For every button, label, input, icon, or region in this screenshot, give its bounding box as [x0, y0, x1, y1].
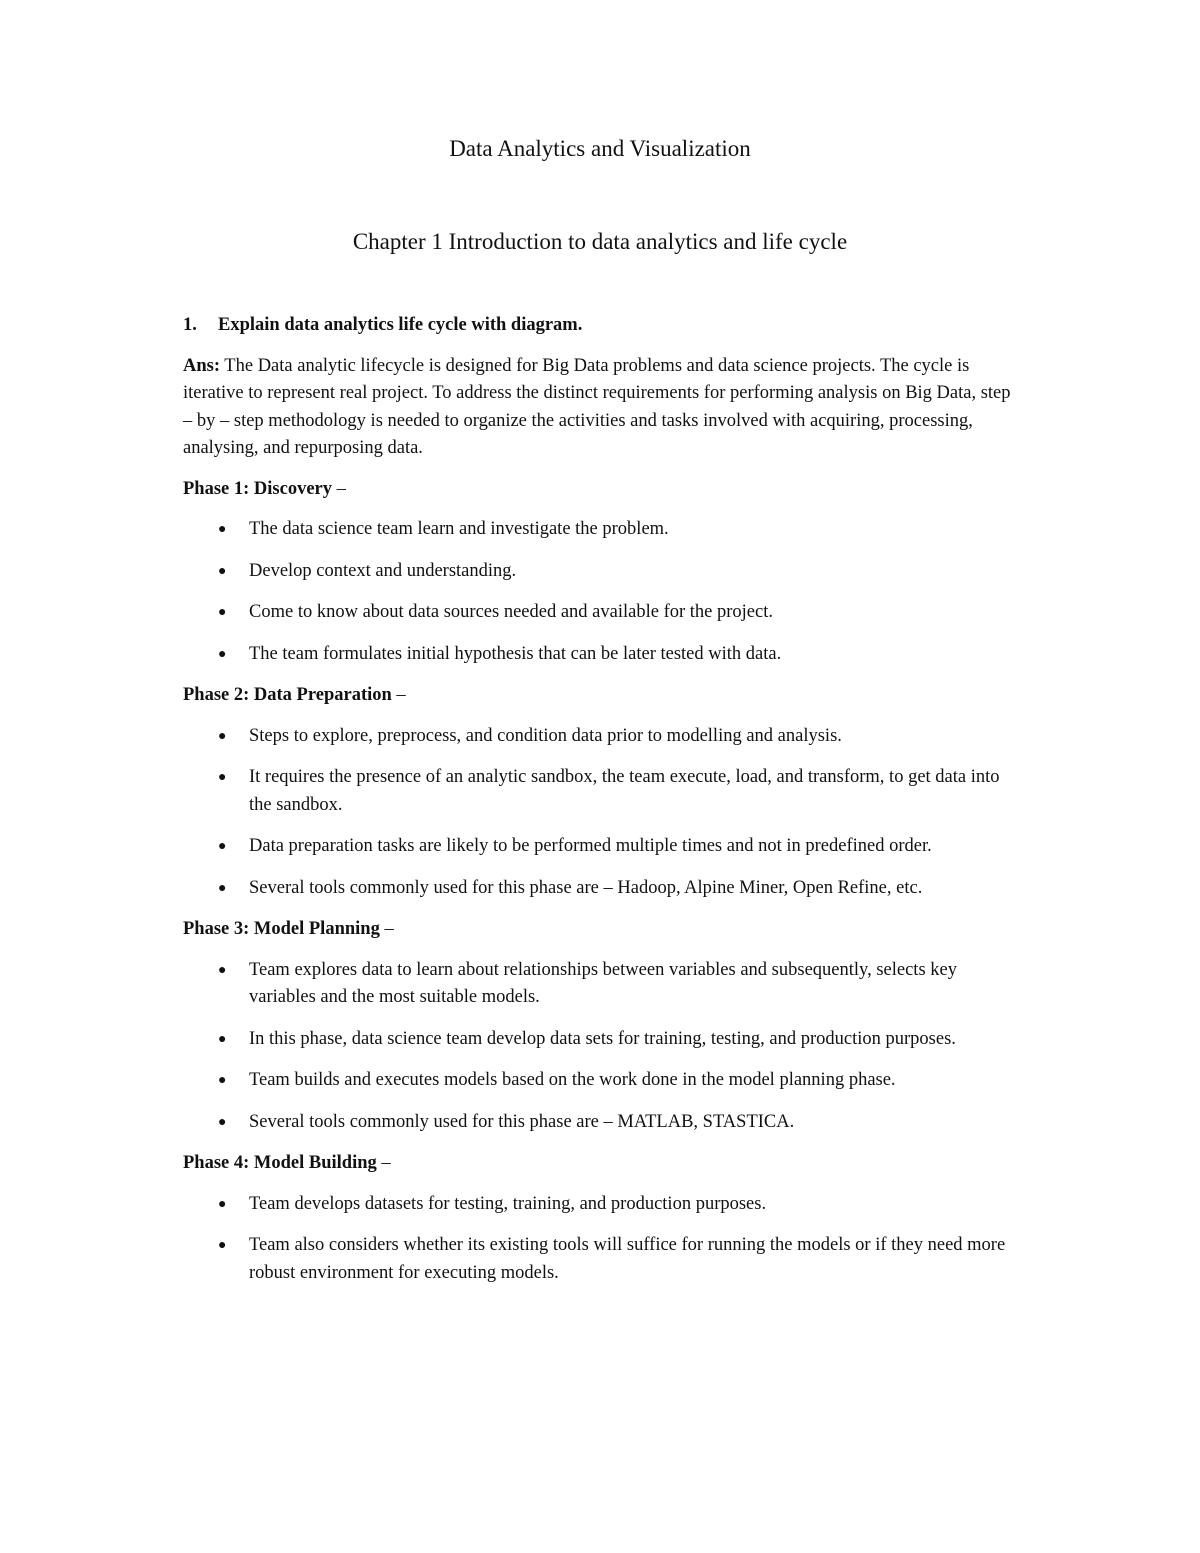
list-item-text: In this phase, data science team develop data sets for training, testing, and production purposes.: [249, 1028, 956, 1049]
bullet-icon: ●: [218, 646, 227, 662]
bullet-icon: ●: [218, 1073, 227, 1088]
list-item: [183, 641, 1023, 669]
list-item-text: Steps to explore, preprocess, and condition data prior to modelling and analysis.: [249, 725, 842, 746]
bullet-list: [183, 957, 1023, 1137]
list-item-text: Team also considers whether its existing tools will suffice for running the models or if they need more robust environment for executing models.: [249, 1235, 1006, 1283]
phase-heading: [183, 476, 1023, 504]
phase-heading: [183, 682, 1023, 710]
phase-dash: –: [379, 919, 394, 939]
bullet-list: [183, 723, 1023, 903]
list-item-text: Team builds and executes models based on the work done in the model planning phase.: [249, 1070, 896, 1090]
phase-dash: –: [332, 478, 346, 499]
bullet-icon: ●: [218, 962, 227, 978]
document-title: Data Analytics and Visualization: [449, 136, 751, 161]
list-item-text: It requires the presence of an analytic sandbox, the team execute, load, and transform, to get data into the sandbox.: [249, 767, 1000, 815]
list-item-text: The data science team learn and investigate the problem.: [249, 519, 669, 539]
phase-heading: [183, 916, 1023, 944]
question-text: Explain data analytics life cycle with diagram.: [218, 315, 583, 335]
bullet-icon: ●: [218, 605, 227, 620]
list-item-text: Develop context and understanding.: [249, 560, 517, 581]
list-item: [183, 1026, 1023, 1054]
list-item: [183, 833, 1023, 861]
list-item: [183, 723, 1023, 751]
bullet-list: [183, 1191, 1023, 1288]
list-item: [183, 599, 1023, 627]
bullet-icon: ●: [218, 563, 227, 579]
bullet-icon: ●: [218, 1114, 227, 1130]
phase-dash: –: [376, 1153, 391, 1173]
list-item: [183, 558, 1023, 586]
phase-title: Phase 2: Data Preparation: [183, 685, 392, 705]
list-item: [183, 1191, 1023, 1219]
answer-text: The Data analytic lifecycle is designed for Big Data problems and data science projects. The cycle is iterative to represent real project. To address the distinct requirements for performing analysis on Big Data, step – by – step methodology is needed to organize the activities and tasks involved with acquiring, processing, analysing, and repurposing data.: [183, 355, 1011, 458]
phase-dash: –: [391, 685, 406, 705]
chapter-title: Chapter 1 Introduction to data analytics and life cycle: [352, 229, 848, 254]
list-item-text: Several tools commonly used for this phase are – MATLAB, STASTICA.: [249, 1111, 795, 1132]
list-item: [183, 764, 1023, 819]
bullet-icon: ●: [218, 728, 227, 744]
bullet-icon: ●: [218, 1238, 227, 1253]
bullet-icon: ●: [218, 839, 227, 854]
answer-paragraph: [183, 353, 1023, 463]
bullet-icon: ●: [218, 1031, 227, 1047]
list-item-text: Data preparation tasks are likely to be performed multiple times and not in predefined order.: [249, 836, 932, 856]
list-item-text: Team explores data to learn about relationships between variables and subsequently, selects key variables and the most suitable models.: [249, 959, 957, 1007]
list-item: [183, 875, 1023, 903]
list-item: [183, 1109, 1023, 1137]
phase-title: Phase 4: Model Building: [183, 1153, 377, 1173]
bullet-icon: ●: [218, 522, 227, 537]
question-heading: [183, 312, 1023, 340]
bullet-list: [183, 516, 1023, 668]
bullet-icon: ●: [218, 1196, 227, 1212]
list-item-text: The team formulates initial hypothesis that can be later tested with data.: [249, 643, 782, 664]
phase-title: Phase 3: Model Planning: [183, 919, 380, 939]
list-item: [183, 957, 1023, 1012]
list-item-text: Team develops datasets for testing, training, and production purposes.: [249, 1193, 767, 1214]
answer-label: Ans:: [183, 355, 221, 376]
list-item: [183, 1067, 1023, 1095]
document-body: [183, 312, 1023, 1301]
question-number: 1.: [183, 315, 197, 335]
list-item-text: Come to know about data sources needed and available for the project.: [249, 602, 773, 622]
bullet-icon: ●: [218, 770, 227, 785]
phase-heading: [183, 1150, 1023, 1178]
list-item: [183, 1232, 1023, 1287]
phase-title: Phase 1: Discovery: [183, 478, 332, 499]
list-item: [183, 516, 1023, 544]
list-item-text: Several tools commonly used for this phase are – Hadoop, Alpine Miner, Open Refine, etc.: [249, 877, 923, 898]
bullet-icon: ●: [218, 880, 227, 896]
